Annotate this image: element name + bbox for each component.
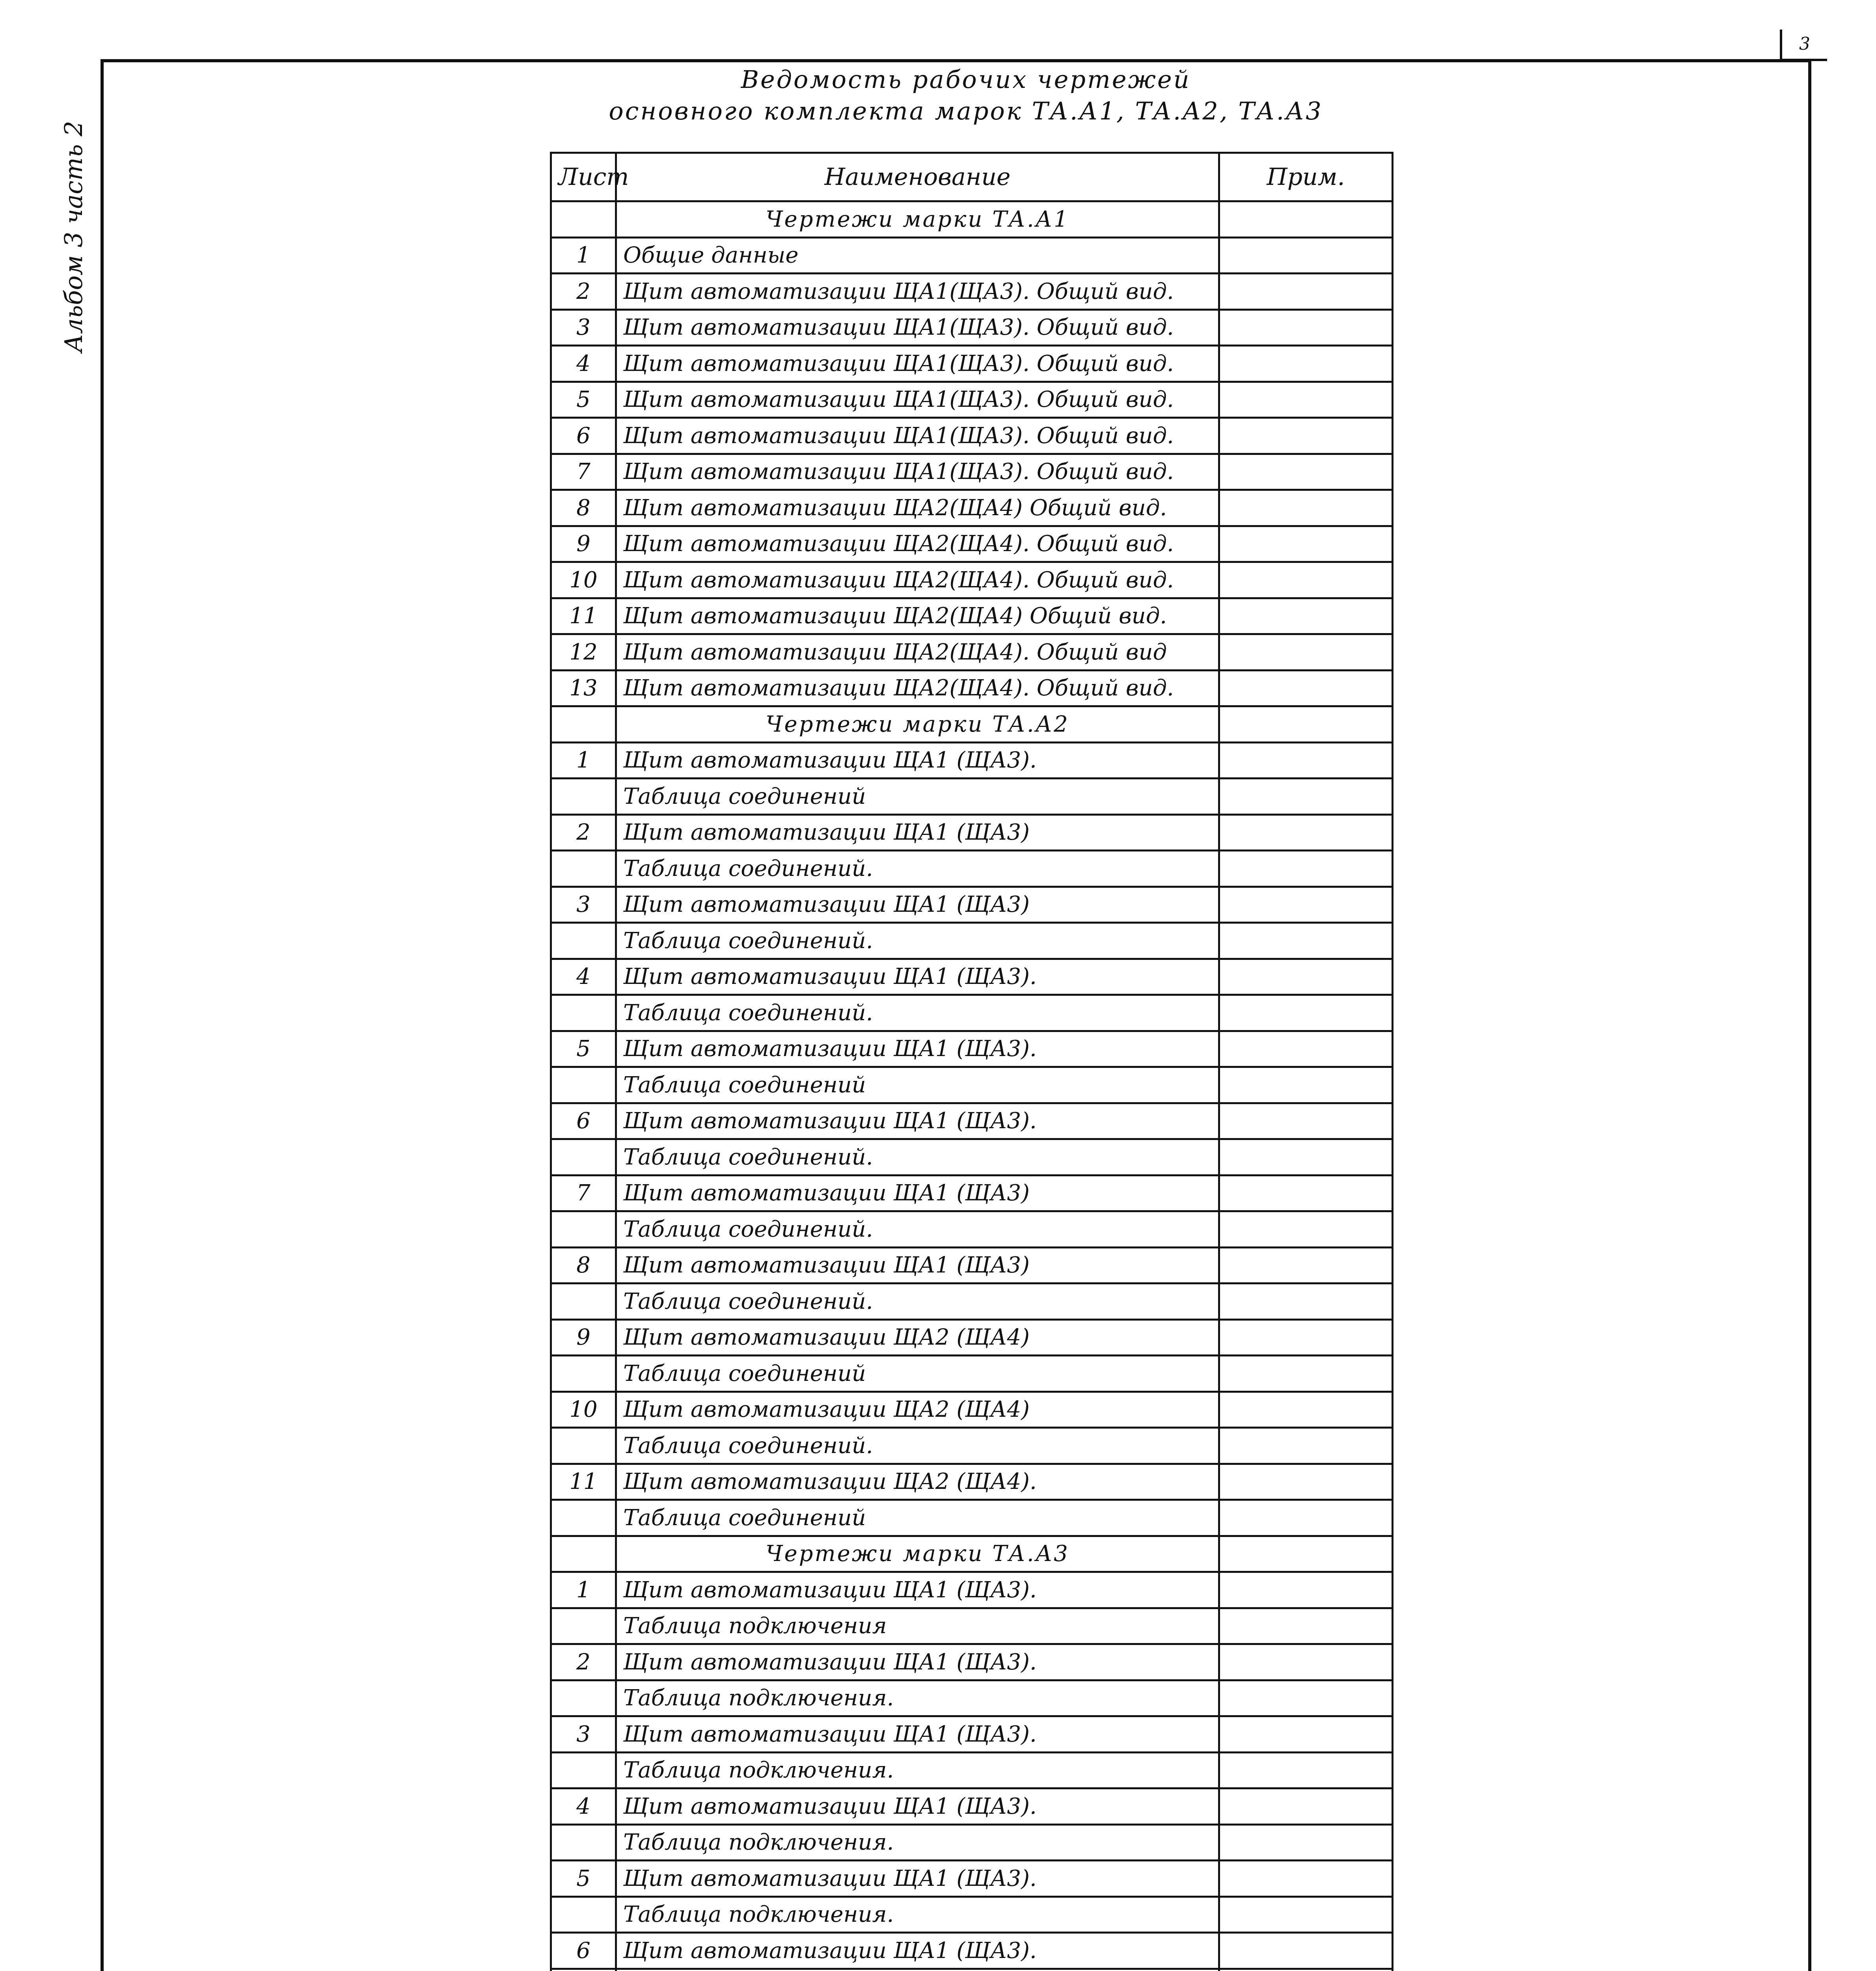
- sheet-number-cell: 12: [551, 634, 616, 671]
- sheet-number-cell: [551, 706, 616, 743]
- sheet-number-cell: 4: [551, 959, 616, 995]
- note-cell: [1219, 1716, 1393, 1753]
- table-row: [551, 1788, 1393, 1825]
- note-cell: [1219, 1861, 1393, 1897]
- note-cell: [1219, 454, 1393, 490]
- table-header-row: [551, 153, 1393, 201]
- sheet-name-cell: Щит автоматизации ЩА1(ЩА3). Общий вид.: [616, 346, 1219, 382]
- sheet-name-cell: Таблица подключения.: [616, 1680, 1219, 1716]
- table-row: [551, 670, 1393, 706]
- note-cell: [1219, 670, 1393, 706]
- sheet-name-cell: Щит автоматизации ЩА1 (ЩА3).: [616, 1788, 1219, 1825]
- sheet-number-cell: 11: [551, 1464, 616, 1500]
- table-row: [551, 1680, 1393, 1716]
- section-title-cell: Чертежи марки ТА.А3: [616, 1536, 1219, 1572]
- sheet-number-cell: 8: [551, 1247, 616, 1284]
- note-cell: [1219, 1139, 1393, 1176]
- sheet-name-cell: Щит автоматизации ЩА2(ЩА4). Общий вид: [616, 634, 1219, 671]
- table-row: [551, 526, 1393, 562]
- table-row: [551, 1284, 1393, 1320]
- sheet-number-cell: 8: [551, 490, 616, 526]
- sheet-number-cell: 2: [551, 814, 616, 851]
- table-row: [551, 959, 1393, 995]
- sheet-name-cell: Щит автоматизации ЩА1 (ЩА3).: [616, 1861, 1219, 1897]
- note-cell: [1219, 526, 1393, 562]
- sheet-number-cell: [551, 779, 616, 815]
- sheet-number-cell: [551, 1969, 616, 1971]
- sheet-number-cell: 2: [551, 1644, 616, 1680]
- note-cell: [1219, 1933, 1393, 1969]
- sheet-number-cell: 7: [551, 1175, 616, 1211]
- sheet-name-cell: Таблица соединений: [616, 779, 1219, 815]
- note-cell: [1219, 1680, 1393, 1716]
- sheet-number-cell: 6: [551, 1103, 616, 1139]
- note-cell: [1219, 418, 1393, 454]
- note-cell: [1219, 706, 1393, 743]
- sheet-number-cell: [551, 1284, 616, 1320]
- note-cell: [1219, 1031, 1393, 1067]
- corner-page-number: 3: [1780, 30, 1827, 61]
- sheet-number-cell: [551, 1536, 616, 1572]
- note-cell: [1219, 1752, 1393, 1788]
- note-cell: [1219, 1211, 1393, 1248]
- sheet-number-cell: 5: [551, 1861, 616, 1897]
- note-cell: [1219, 1969, 1393, 1971]
- note-cell: [1219, 1824, 1393, 1861]
- table-row: [551, 382, 1393, 418]
- sheet-name-cell: Таблица соединений.: [616, 1428, 1219, 1464]
- sheet-number-cell: 5: [551, 382, 616, 418]
- sheet-number-cell: [551, 923, 616, 959]
- sheet-name-cell: Щит автоматизации ЩА1(ЩА3). Общий вид.: [616, 454, 1219, 490]
- table-row: [551, 923, 1393, 959]
- sheet-number-cell: 1: [551, 742, 616, 779]
- note-cell: [1219, 1067, 1393, 1103]
- sheet-number-cell: [551, 1211, 616, 1248]
- sheet-number-cell: [551, 1139, 616, 1176]
- sheet-name-cell: Таблица соединений.: [616, 1211, 1219, 1248]
- sheet-name-cell: Щит автоматизации ЩА1 (ЩА3).: [616, 1933, 1219, 1969]
- note-cell: [1219, 634, 1393, 671]
- table-row: [551, 1067, 1393, 1103]
- table-row: [551, 1824, 1393, 1861]
- note-cell: [1219, 923, 1393, 959]
- table-row: [551, 814, 1393, 851]
- sheet-name-cell: Таблица соединений: [616, 1067, 1219, 1103]
- table-row: [551, 346, 1393, 382]
- sheet-number-cell: 1: [551, 237, 616, 274]
- table-row: [551, 1861, 1393, 1897]
- sheet-name-cell: Таблица подключения.: [616, 1896, 1219, 1933]
- table-row: [551, 309, 1393, 346]
- sheet-number-cell: [551, 1896, 616, 1933]
- sheet-name-cell: Щит автоматизации ЩА1(ЩА3). Общий вид.: [616, 309, 1219, 346]
- table-row: [551, 1356, 1393, 1392]
- table-row: [551, 1211, 1393, 1248]
- sheet-number-cell: 9: [551, 1319, 616, 1356]
- note-cell: [1219, 1319, 1393, 1356]
- note-cell: [1219, 851, 1393, 887]
- heading-line-1: Ведомость рабочих чертежей: [741, 65, 1191, 94]
- table-row: [551, 1175, 1393, 1211]
- note-cell: [1219, 237, 1393, 274]
- table-row: [551, 454, 1393, 490]
- sheet-name-cell: Щит автоматизации ЩА1 (ЩА3): [616, 814, 1219, 851]
- sheet-name-cell: Таблица соединений.: [616, 851, 1219, 887]
- note-cell: [1219, 562, 1393, 598]
- sheet-number-cell: [551, 1428, 616, 1464]
- table-row: [551, 598, 1393, 634]
- sheet-number-cell: 3: [551, 309, 616, 346]
- table-row: [551, 634, 1393, 671]
- sheet-name-cell: Щит автоматизации ЩА1 (ЩА3).: [616, 1103, 1219, 1139]
- sheet-name-cell: Таблица соединений.: [616, 1284, 1219, 1320]
- section-row: [551, 201, 1393, 238]
- table-row: [551, 1031, 1393, 1067]
- sheet-number-cell: 3: [551, 887, 616, 923]
- sheet-number-cell: 10: [551, 562, 616, 598]
- sheet-number-cell: 1: [551, 1572, 616, 1608]
- sheet-name-cell: Щит автоматизации ЩА1 (ЩА3).: [616, 1716, 1219, 1753]
- table-row: [551, 1572, 1393, 1608]
- note-cell: [1219, 1392, 1393, 1428]
- table-row: [551, 490, 1393, 526]
- sheet-name-cell: Щит автоматизации ЩА1 (ЩА3): [616, 1247, 1219, 1284]
- sheet-name-cell: [616, 1969, 1219, 1971]
- note-cell: [1219, 1536, 1393, 1572]
- note-cell: [1219, 1896, 1393, 1933]
- sheet-name-cell: Общие данные: [616, 237, 1219, 274]
- header-name: Наименование: [616, 153, 1219, 201]
- note-cell: [1219, 887, 1393, 923]
- note-cell: [1219, 201, 1393, 238]
- note-cell: [1219, 742, 1393, 779]
- table-row: [551, 418, 1393, 454]
- sheet-name-cell: Таблица подключения: [616, 1608, 1219, 1644]
- section-title-cell: Чертежи марки ТА.А2: [616, 706, 1219, 743]
- sheet-number-cell: 10: [551, 1392, 616, 1428]
- sheet-name-cell: Щит автоматизации ЩА1(ЩА3). Общий вид.: [616, 274, 1219, 310]
- note-cell: [1219, 346, 1393, 382]
- section-row: [551, 706, 1393, 743]
- note-cell: [1219, 1572, 1393, 1608]
- table-row: [551, 1103, 1393, 1139]
- sheet-number-cell: [551, 1824, 616, 1861]
- sheet-name-cell: Щит автоматизации ЩА2(ЩА4). Общий вид.: [616, 670, 1219, 706]
- note-cell: [1219, 1247, 1393, 1284]
- note-cell: [1219, 598, 1393, 634]
- note-cell: [1219, 1356, 1393, 1392]
- sheet-number-cell: 11: [551, 598, 616, 634]
- sheet-name-cell: Таблица соединений.: [616, 923, 1219, 959]
- table-row: [551, 1933, 1393, 1969]
- table-row: [551, 779, 1393, 815]
- sheet-name-cell: Щит автоматизации ЩА1 (ЩА3): [616, 1175, 1219, 1211]
- note-cell: [1219, 1284, 1393, 1320]
- sheet-number-cell: 5: [551, 1031, 616, 1067]
- sheet-name-cell: Таблица соединений.: [616, 1139, 1219, 1176]
- table-body: [551, 201, 1393, 1971]
- note-cell: [1219, 779, 1393, 815]
- sheet-number-cell: 2: [551, 274, 616, 310]
- note-cell: [1219, 490, 1393, 526]
- sheet-name-cell: Щит автоматизации ЩА2(ЩА4). Общий вид.: [616, 562, 1219, 598]
- sheet-number-cell: [551, 1356, 616, 1392]
- table-row: [551, 1969, 1393, 1971]
- sheet-list-table: [550, 152, 1393, 1971]
- header-note: Прим.: [1219, 153, 1393, 201]
- table-row: [551, 1464, 1393, 1500]
- table-row: [551, 742, 1393, 779]
- table-row: [551, 562, 1393, 598]
- note-cell: [1219, 814, 1393, 851]
- sheet-name-cell: Щит автоматизации ЩА1 (ЩА3).: [616, 959, 1219, 995]
- sheet-number-cell: 4: [551, 1788, 616, 1825]
- table-row: [551, 1896, 1393, 1933]
- sheet-name-cell: Щит автоматизации ЩА1 (ЩА3).: [616, 1572, 1219, 1608]
- sheet-name-cell: Щит автоматизации ЩА2(ЩА4). Общий вид.: [616, 526, 1219, 562]
- sheet-number-cell: 13: [551, 670, 616, 706]
- note-cell: [1219, 274, 1393, 310]
- table-row: [551, 1500, 1393, 1536]
- sheet-number-cell: 7: [551, 454, 616, 490]
- table-row: [551, 1716, 1393, 1753]
- note-cell: [1219, 1428, 1393, 1464]
- sheet-number-cell: [551, 851, 616, 887]
- table-row: [551, 851, 1393, 887]
- table-row: [551, 1752, 1393, 1788]
- sheet-name-cell: Щит автоматизации ЩА2(ЩА4) Общий вид.: [616, 598, 1219, 634]
- sheet-name-cell: Таблица соединений: [616, 1500, 1219, 1536]
- sheet-name-cell: Щит автоматизации ЩА2(ЩА4) Общий вид.: [616, 490, 1219, 526]
- sheet-name-cell: Щит автоматизации ЩА2 (ЩА4): [616, 1392, 1219, 1428]
- sheet-number-cell: [551, 1752, 616, 1788]
- table-row: [551, 1392, 1393, 1428]
- note-cell: [1219, 1103, 1393, 1139]
- sheet-name-cell: Щит автоматизации ЩА2 (ЩА4): [616, 1319, 1219, 1356]
- album-label: Альбом 3 часть 2: [59, 121, 88, 352]
- note-cell: [1219, 1175, 1393, 1211]
- sheet-name-cell: Щит автоматизации ЩА1 (ЩА3).: [616, 742, 1219, 779]
- note-cell: [1219, 1788, 1393, 1825]
- sheet-name-cell: Щит автоматизации ЩА1 (ЩА3).: [616, 1644, 1219, 1680]
- note-cell: [1219, 995, 1393, 1031]
- note-cell: [1219, 1644, 1393, 1680]
- table-row: [551, 1428, 1393, 1464]
- table-row: [551, 887, 1393, 923]
- note-cell: [1219, 382, 1393, 418]
- sheet-name-cell: Щит автоматизации ЩА1(ЩА3). Общий вид.: [616, 382, 1219, 418]
- table-row: [551, 1139, 1393, 1176]
- note-cell: [1219, 309, 1393, 346]
- sheet-number-cell: [551, 1500, 616, 1536]
- section-title-cell: Чертежи марки ТА.А1: [616, 201, 1219, 238]
- sheet-number-cell: [551, 1067, 616, 1103]
- sheet-number-cell: [551, 1608, 616, 1644]
- note-cell: [1219, 1464, 1393, 1500]
- sheet-number-cell: 6: [551, 418, 616, 454]
- section-row: [551, 1536, 1393, 1572]
- sheet-name-cell: Щит автоматизации ЩА1(ЩА3). Общий вид.: [616, 418, 1219, 454]
- header-sheet: Лист: [551, 153, 616, 201]
- table-row: [551, 1644, 1393, 1680]
- sheet-number-cell: 9: [551, 526, 616, 562]
- sheet-name-cell: Таблица соединений.: [616, 995, 1219, 1031]
- sheet-name-cell: Щит автоматизации ЩА1 (ЩА3).: [616, 1031, 1219, 1067]
- sheet-number-cell: 3: [551, 1716, 616, 1753]
- sheet-number-cell: [551, 1680, 616, 1716]
- table-row: [551, 274, 1393, 310]
- table-row: [551, 995, 1393, 1031]
- sheet-number-cell: 6: [551, 1933, 616, 1969]
- sheet-number-cell: 4: [551, 346, 616, 382]
- table-row: [551, 237, 1393, 274]
- sheet-name-cell: Щит автоматизации ЩА1 (ЩА3): [616, 887, 1219, 923]
- note-cell: [1219, 959, 1393, 995]
- note-cell: [1219, 1608, 1393, 1644]
- sheet-name-cell: Таблица соединений: [616, 1356, 1219, 1392]
- sheet-number-cell: [551, 201, 616, 238]
- sheet-name-cell: Щит автоматизации ЩА2 (ЩА4).: [616, 1464, 1219, 1500]
- sheet-number-cell: [551, 995, 616, 1031]
- heading-line-2: основного комплекта марок ТА.А1, ТА.А2, ТА.А3: [609, 97, 1323, 125]
- table-row: [551, 1247, 1393, 1284]
- table-row: [551, 1608, 1393, 1644]
- table-row: [551, 1319, 1393, 1356]
- note-cell: [1219, 1500, 1393, 1536]
- sheet-name-cell: Таблица подключения.: [616, 1824, 1219, 1861]
- sheet-name-cell: Таблица подключения.: [616, 1752, 1219, 1788]
